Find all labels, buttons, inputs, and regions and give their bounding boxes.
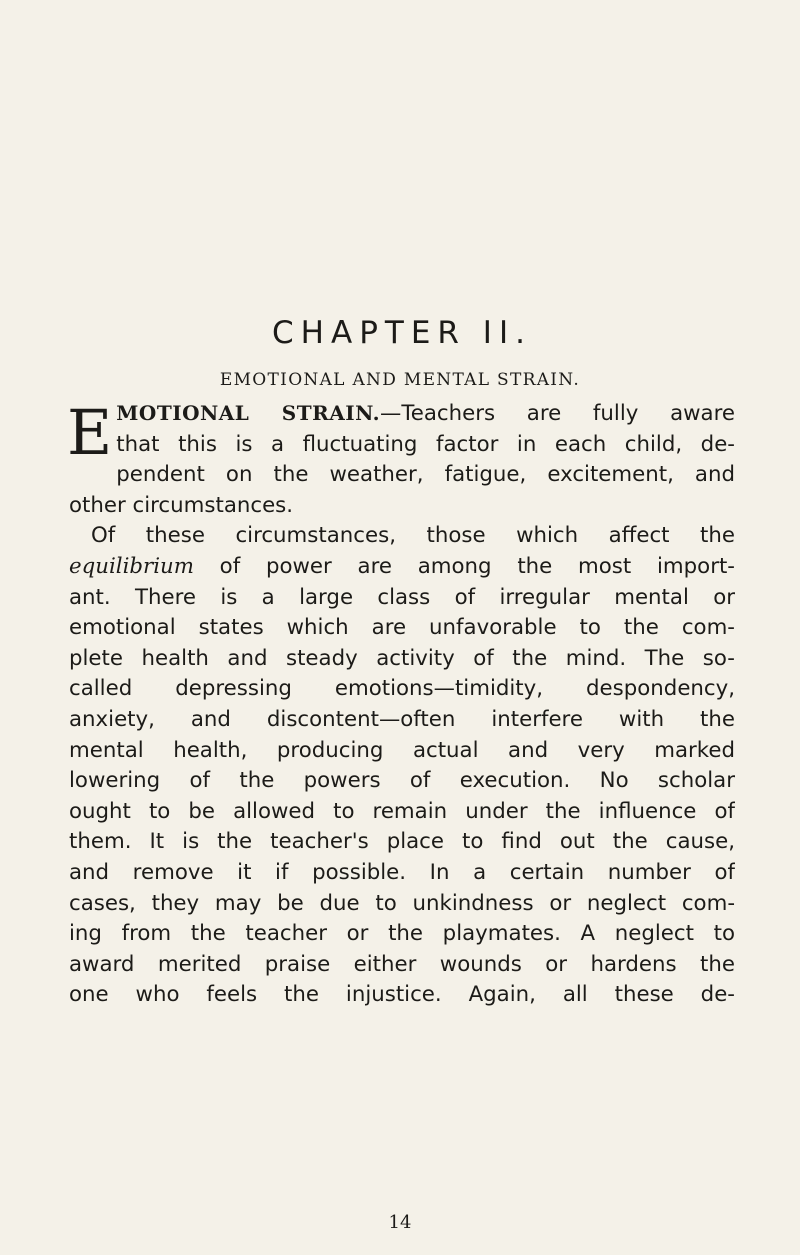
text-line: them. It is the teacher's place to find out the cause, bbox=[69, 829, 735, 855]
text-line: anxiety, and discontent—often interfere with the bbox=[69, 706, 735, 732]
text-line: emotional states which are unfavorable to the com- bbox=[69, 615, 735, 641]
text-line: pendent on the weather, fatigue, excitement, and bbox=[116, 462, 735, 488]
text-line: mental health, producing actual and very marked bbox=[69, 737, 735, 763]
chapter-heading: CHAPTER II. bbox=[272, 315, 532, 351]
text-line: that this is a fluctuating factor in each child, de- bbox=[116, 431, 735, 457]
text-line: award merited praise either wounds or hardens the bbox=[69, 951, 735, 977]
text-line: lowering of the powers of execution. No scholar bbox=[69, 768, 735, 794]
text-line: ant. There is a large class of irregular mental or bbox=[69, 584, 735, 610]
opening-paragraph bbox=[67, 396, 735, 469]
italic-word: equilibrium bbox=[69, 553, 194, 579]
lead-caps: MOTIONAL STRAIN. bbox=[116, 401, 381, 425]
text-line bbox=[116, 398, 735, 430]
text-line: ought to be allowed to remain under the influence of bbox=[69, 798, 735, 824]
text-line: and remove it if possible. In a certain number of bbox=[69, 859, 735, 885]
text-line: ing from the teacher or the playmates. A neglect to bbox=[69, 921, 735, 947]
body-text bbox=[69, 398, 735, 1011]
text-segment: of power are among the most import- bbox=[193, 553, 735, 579]
drop-cap: E bbox=[67, 396, 113, 469]
text-line bbox=[69, 552, 735, 583]
text-line: plete health and steady activity of the mind. The so- bbox=[69, 645, 735, 671]
text-line: called depressing emotions—timidity, despondency, bbox=[69, 676, 735, 702]
text-line: Of these circumstances, those which affect the bbox=[91, 523, 735, 549]
page-number: 14 bbox=[388, 1212, 412, 1233]
text-segment: —Teachers are fully aware bbox=[380, 401, 735, 426]
chapter-subtitle: EMOTIONAL AND MENTAL STRAIN. bbox=[219, 370, 581, 390]
text-line: one who feels the injustice. Again, all these de- bbox=[69, 982, 735, 1008]
text-line: cases, they may be due to unkindness or neglect com- bbox=[69, 890, 735, 916]
text-line: other circumstances. bbox=[69, 492, 294, 518]
